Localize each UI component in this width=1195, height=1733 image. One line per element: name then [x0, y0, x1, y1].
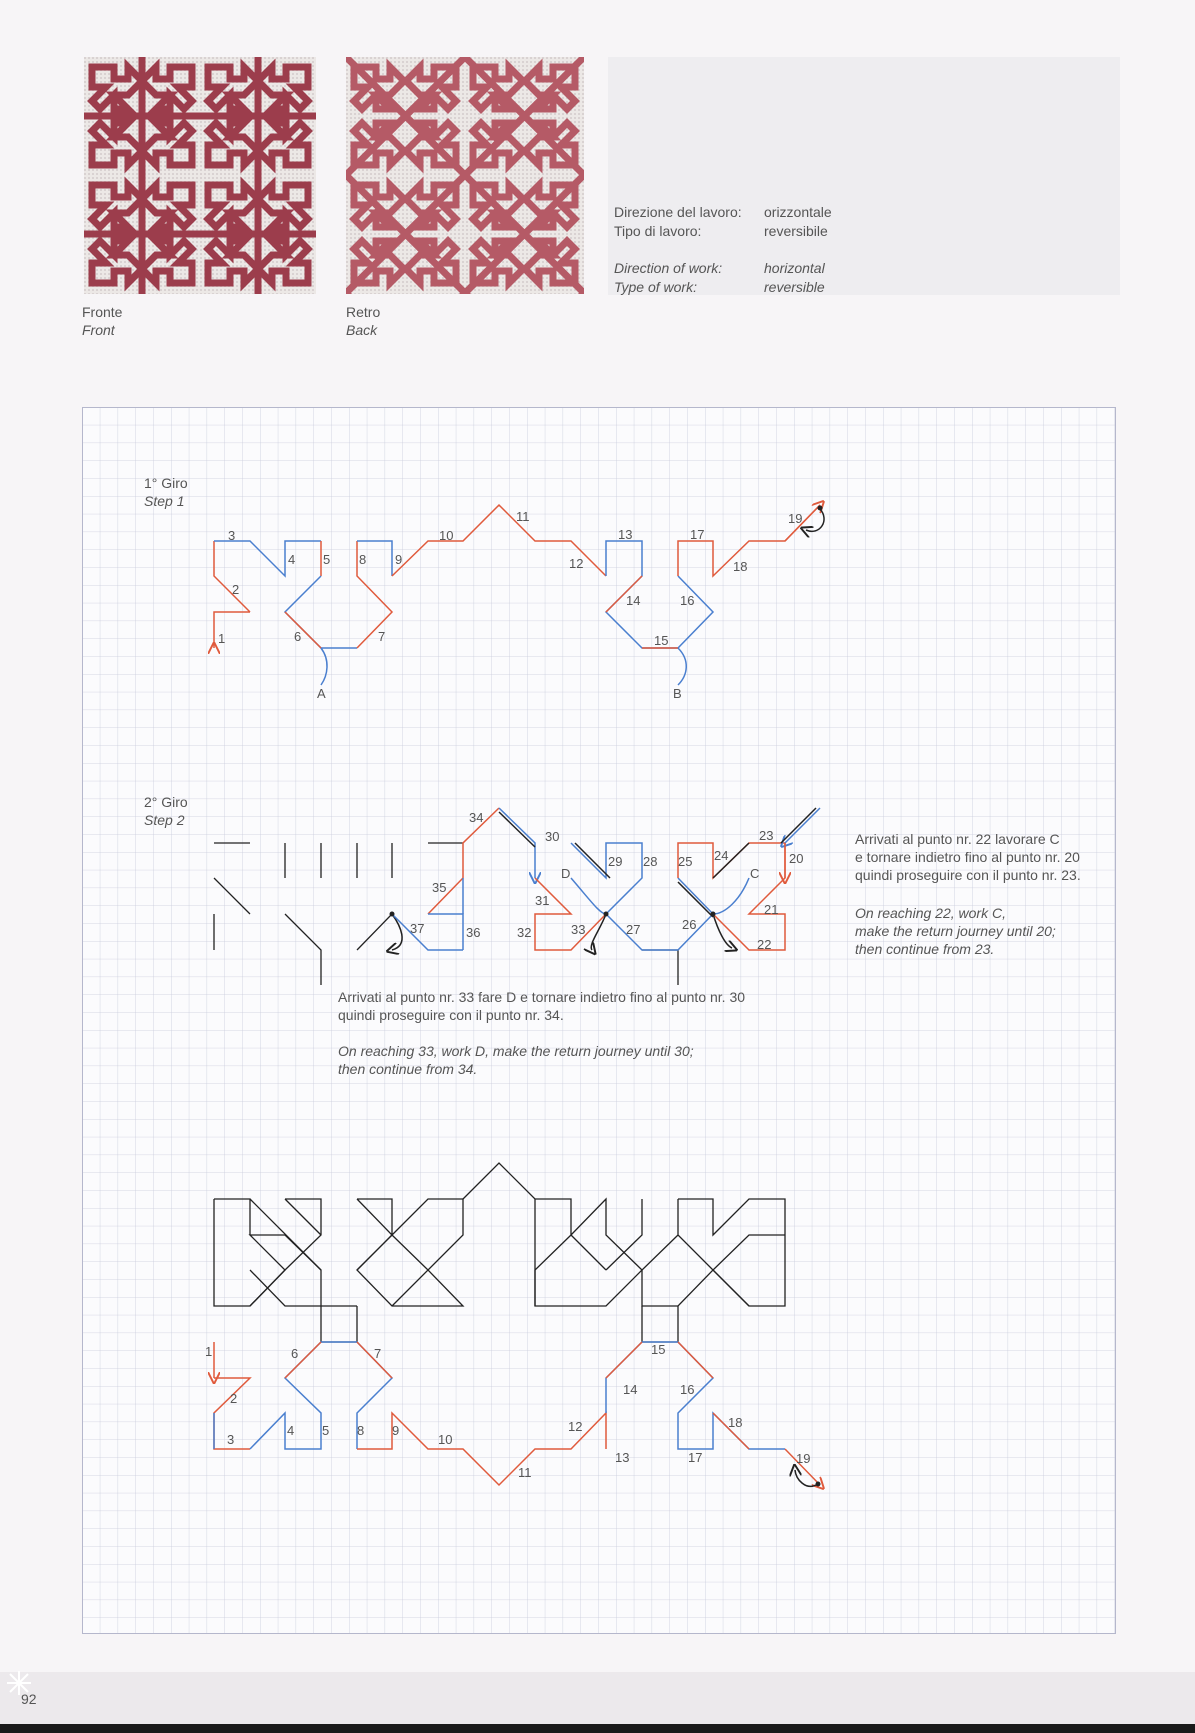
s2-label-24: 24: [714, 848, 729, 863]
f-label-5: 5: [322, 1423, 330, 1438]
front-photo: [84, 57, 316, 294]
f-label-13: 13: [615, 1450, 630, 1465]
s2-label-26: 26: [682, 917, 697, 932]
note-d-it-2: quindi proseguire con il punto nr. 34.: [338, 1007, 564, 1023]
back-photo: [346, 57, 584, 294]
s2-label-29: 29: [608, 854, 623, 869]
s1-label-8: 8: [359, 552, 367, 567]
s2-label-23: 23: [759, 828, 774, 843]
s1-label-19: 19: [788, 511, 803, 526]
f-label-3: 3: [227, 1432, 235, 1447]
step1-title-it: 1° Giro: [144, 475, 188, 491]
f-label-17: 17: [688, 1450, 703, 1465]
step2-title-it: 2° Giro: [144, 794, 188, 810]
f-label-8: 8: [357, 1423, 365, 1438]
s2-label-36: 36: [466, 925, 481, 940]
s1-label-16: 16: [680, 593, 695, 608]
f-label-19: 19: [796, 1451, 811, 1466]
stitch-diagram: [82, 407, 1116, 1634]
note-c-it-2: e tornare indietro fino al punto nr. 20: [855, 849, 1080, 865]
s2-label-28: 28: [643, 854, 658, 869]
s1-label-17: 17: [690, 527, 705, 542]
type-value-en: reversible: [764, 279, 825, 295]
f-label-1: 1: [205, 1344, 213, 1359]
s2-label-20: 20: [789, 851, 804, 866]
direction-label-it: Direzione del lavoro:: [614, 204, 742, 220]
s1-label-a: A: [317, 686, 326, 701]
back-embroidery-image: [346, 57, 584, 294]
s1-label-1: 1: [218, 631, 226, 646]
back-caption: [346, 303, 380, 339]
s2-label-d: D: [561, 866, 571, 881]
s1-label-18: 18: [733, 559, 748, 574]
f-label-18: 18: [728, 1415, 743, 1430]
s2-label-30: 30: [545, 829, 560, 844]
s1-label-12: 12: [569, 556, 584, 571]
note-c-it-1: Arrivati al punto nr. 22 lavorare C: [855, 831, 1060, 847]
direction-value-it: orizzontale: [764, 204, 832, 220]
front-label-it: Fronte: [82, 304, 123, 320]
s1-label-13: 13: [618, 527, 633, 542]
note-c-en-2: make the return journey until 20;: [855, 923, 1056, 939]
s2-label-21: 21: [764, 902, 779, 917]
s2-label-35: 35: [432, 880, 447, 895]
note-d-it-1: Arrivati al punto nr. 33 fare D e tornare indietro fino al punto nr. 30: [338, 989, 746, 1005]
front-label-en: Front: [82, 322, 115, 338]
s2-label-31: 31: [535, 893, 550, 908]
s1-label-7: 7: [378, 629, 386, 644]
back-label-en: Back: [346, 322, 378, 338]
f-label-9: 9: [392, 1423, 400, 1438]
s1-label-6: 6: [294, 629, 302, 644]
f-label-6: 6: [291, 1346, 299, 1361]
f-label-15: 15: [651, 1342, 666, 1357]
note-d-en-2: then continue from 34.: [338, 1061, 478, 1077]
s2-label-33: 33: [571, 922, 586, 937]
s1-label-11: 11: [516, 509, 530, 524]
footer-band: [0, 1672, 1195, 1724]
type-label-it: Tipo di lavoro:: [614, 223, 702, 239]
f-label-2: 2: [230, 1391, 238, 1406]
note-c-en-3: then continue from 23.: [855, 941, 995, 957]
f-label-11: 11: [518, 1465, 532, 1480]
s1-label-5: 5: [323, 552, 331, 567]
f-label-14: 14: [623, 1382, 638, 1397]
front-embroidery-image: [84, 57, 316, 294]
s2-label-c: C: [750, 866, 760, 881]
s1-label-3: 3: [228, 528, 236, 543]
s2-label-22: 22: [757, 937, 772, 952]
step2-title-en: Step 2: [144, 812, 185, 828]
f-label-7: 7: [374, 1346, 382, 1361]
front-caption: [82, 303, 122, 339]
s2-label-27: 27: [626, 922, 641, 937]
s2-label-37: 37: [410, 921, 425, 936]
step1-title: [144, 474, 188, 510]
note-c-it-3: quindi proseguire con il punto nr. 23.: [855, 867, 1081, 883]
f-label-4: 4: [287, 1423, 295, 1438]
direction-label-en: Direction of work:: [614, 260, 723, 276]
note-d-en-1: On reaching 33, work D, make the return journey until 30;: [338, 1043, 694, 1059]
s2-label-34: 34: [469, 810, 484, 825]
note-c-en-1: On reaching 22, work C,: [855, 905, 1006, 921]
step1-title-en: Step 1: [144, 493, 185, 509]
direction-value-en: horizontal: [764, 260, 825, 276]
note-d: [338, 988, 798, 1078]
s1-label-10: 10: [439, 528, 454, 543]
s1-label-14: 14: [626, 593, 641, 608]
note-c: [855, 830, 1105, 958]
back-label-it: Retro: [346, 304, 381, 320]
s1-label-4: 4: [288, 552, 296, 567]
s2-label-32: 32: [517, 925, 532, 940]
f-label-10: 10: [438, 1432, 453, 1447]
s1-label-2: 2: [232, 582, 240, 597]
s2-label-25: 25: [678, 854, 693, 869]
s1-label-9: 9: [395, 552, 403, 567]
s1-label-b: B: [673, 686, 682, 701]
footer-line: [0, 1724, 1195, 1733]
f-label-16: 16: [680, 1382, 695, 1397]
page-number: 92: [21, 1691, 37, 1707]
type-value-it: reversibile: [764, 223, 828, 239]
type-label-en: Type of work:: [614, 279, 697, 295]
f-label-12: 12: [568, 1419, 583, 1434]
step2-title: [144, 793, 188, 829]
s1-label-15: 15: [654, 633, 669, 648]
